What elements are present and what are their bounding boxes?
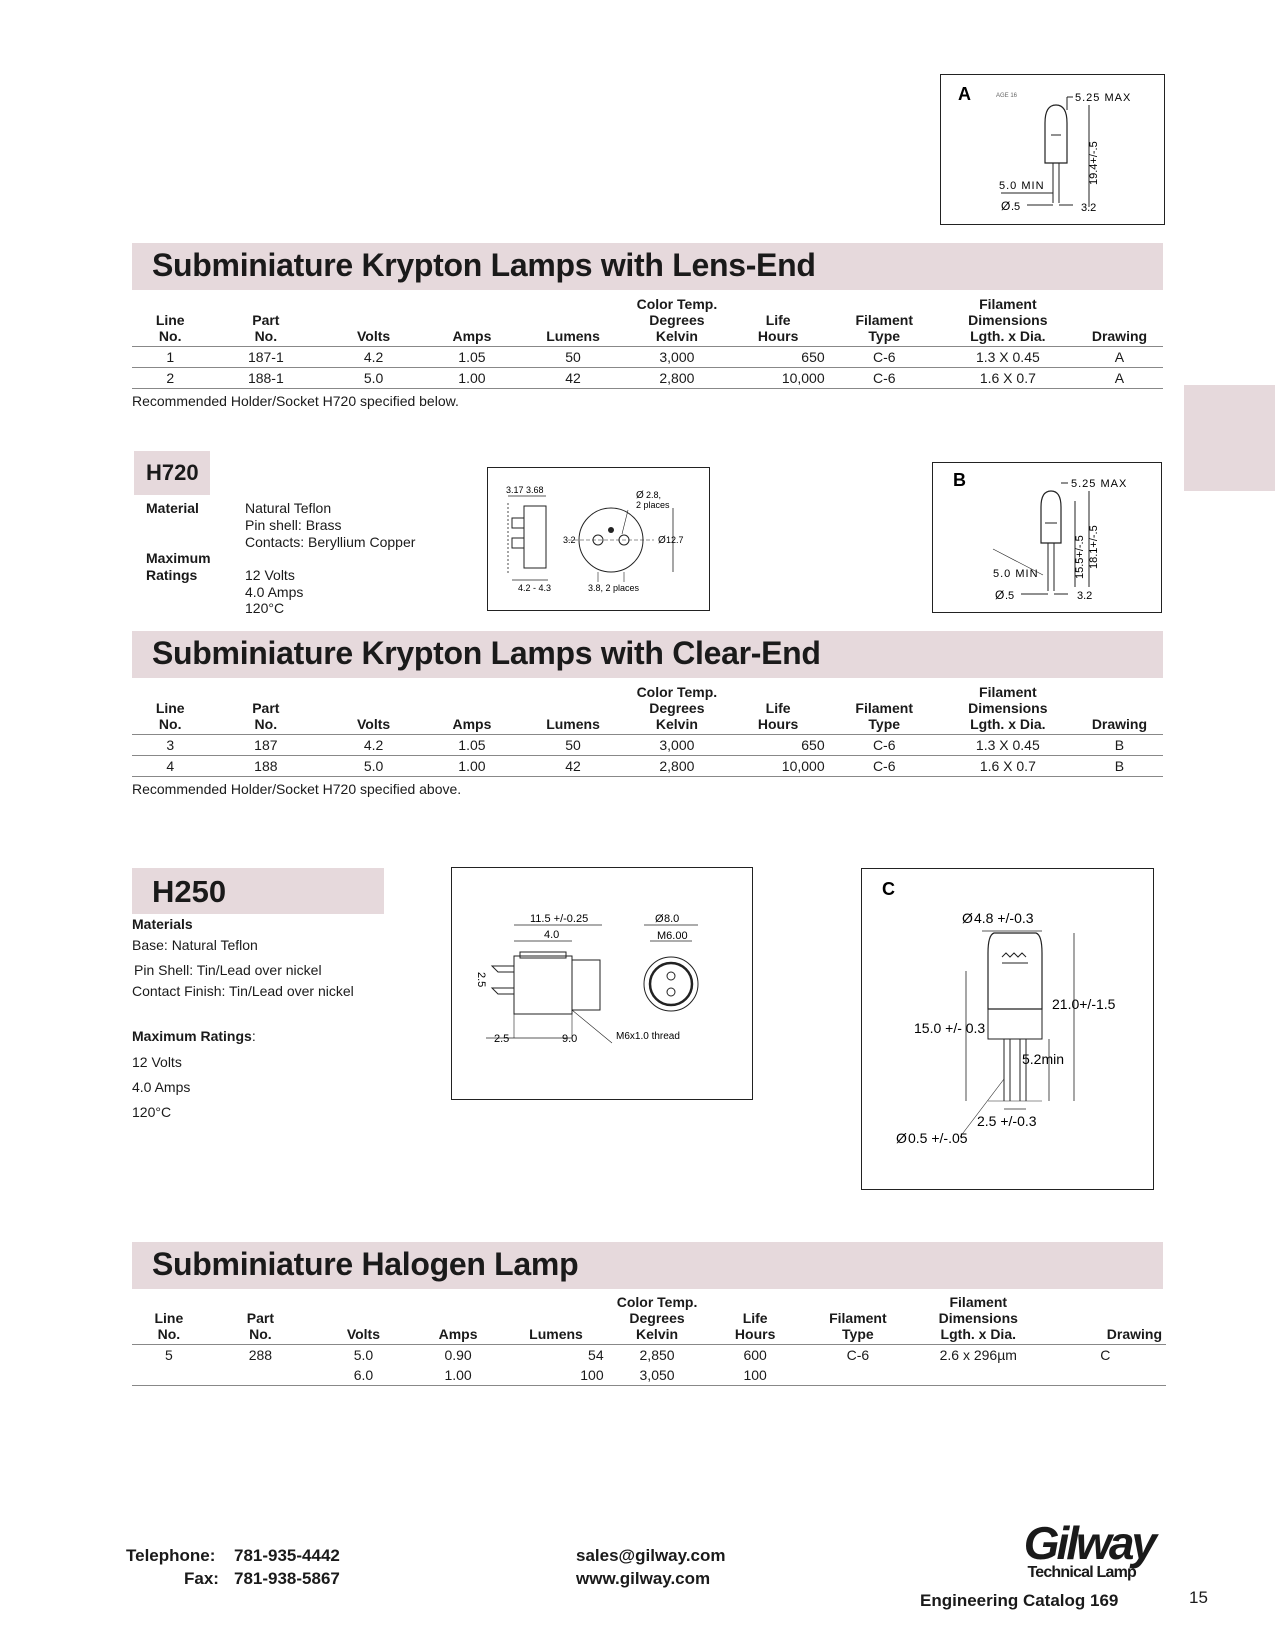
- cell: 2.6 x 296µm: [939, 1347, 1017, 1363]
- h250-ratings-colon: :: [251, 1028, 256, 1044]
- cell: 42: [520, 368, 626, 389]
- col-color: Color Temp. Degrees Kelvin: [626, 296, 727, 347]
- drawing-c-box: [861, 868, 1154, 1190]
- h720-material-2: Pin shell: Brass: [245, 517, 342, 533]
- h250-drawing-figure: [452, 868, 752, 1099]
- section2-note: Recommended Holder/Socket H720 specified above.: [132, 781, 462, 797]
- footer-contact-phone: [126, 1545, 386, 1595]
- cell: 1.3 X 0.45: [940, 347, 1076, 368]
- col-part: Part No.: [206, 1294, 315, 1345]
- col-line: Line No.: [132, 684, 208, 735]
- drawing-b-pin-spacing: 3.2: [1077, 590, 1093, 602]
- cell: [132, 1365, 206, 1386]
- cell: 4: [132, 756, 208, 777]
- cell: B: [1076, 756, 1163, 777]
- section3-table: [132, 1294, 1166, 1386]
- col-volts: Volts: [315, 1294, 412, 1345]
- drawing-b-letter: B: [953, 470, 966, 490]
- cell: C: [1100, 1347, 1111, 1363]
- cell: A: [1076, 347, 1163, 368]
- h250-dia: 8.0: [664, 913, 680, 925]
- h250-base: Base: Natural Teflon: [132, 937, 258, 953]
- section3-title-band: [132, 1242, 1163, 1289]
- h720-dia-symbol: Ø: [636, 490, 644, 501]
- drawing-b-pin-dia: .5: [1005, 590, 1015, 602]
- cell: 2: [132, 368, 208, 389]
- drawing-c-pin-spacing: 2.5 +/-0.3: [977, 1113, 1037, 1129]
- cell: 50: [520, 347, 626, 368]
- h250-materials-label: Materials: [132, 916, 193, 932]
- col-life: Life Hours: [728, 684, 829, 735]
- cell: 188-1: [208, 368, 323, 389]
- h250-drawing-box: [451, 867, 753, 1100]
- col-volts: Volts: [323, 296, 424, 347]
- h250-inner-len: 4.0: [544, 929, 560, 941]
- h720-material-3: Contacts: Beryllium Copper: [245, 534, 416, 550]
- h720-dia-places: 2 places: [636, 500, 670, 510]
- table-row: [132, 735, 1163, 756]
- table-row: [132, 347, 1163, 368]
- h720-label-band: [134, 451, 210, 495]
- section1-title: Subminiature Krypton Lamps with Lens-End: [152, 247, 816, 283]
- col-filament: Filament Type: [829, 296, 940, 347]
- table-header-row: [132, 1294, 1166, 1345]
- col-volts: Volts: [323, 684, 424, 735]
- drawing-c-figure: [862, 869, 1153, 1189]
- h720-outer-symbol: Ø: [658, 535, 666, 546]
- section2-title-band: [132, 631, 1163, 678]
- cell: 54: [588, 1347, 604, 1363]
- col-part: Part No.: [208, 684, 323, 735]
- cell: 5.0: [323, 368, 424, 389]
- table-header-row: [132, 296, 1163, 347]
- h250-rating-1: 12 Volts: [132, 1054, 182, 1070]
- cell: 5.0: [353, 1347, 374, 1363]
- h250-thread: M6x1.0 thread: [616, 1031, 680, 1042]
- cell: 1.05: [424, 347, 520, 368]
- col-line: Line No.: [132, 1294, 206, 1345]
- drawing-b-dia-symbol: Ø: [995, 588, 1005, 602]
- cell: 1.05: [424, 735, 520, 756]
- drawing-b-box: [932, 462, 1162, 613]
- cell: [912, 1365, 1045, 1386]
- fax-label: Fax:: [184, 1569, 219, 1588]
- col-filament: Filament Type: [804, 1294, 912, 1345]
- col-dims: Filament Dimensions Lgth. x Dia.: [940, 684, 1076, 735]
- cell: 1.3 X 0.45: [940, 735, 1076, 756]
- cell: 3,000: [626, 347, 727, 368]
- cell: 10,000: [728, 756, 829, 777]
- catalog-label: Engineering Catalog 169: [920, 1591, 1119, 1610]
- h250-specs: [132, 916, 432, 1126]
- col-lumens: Lumens: [520, 296, 626, 347]
- drawing-a-box: [940, 74, 1165, 225]
- section3-title: Subminiature Halogen Lamp: [152, 1246, 579, 1282]
- cell: 3,050: [608, 1365, 707, 1386]
- h720-rating-3: 120°C: [245, 600, 285, 616]
- cell: A: [1076, 368, 1163, 389]
- table-row: [132, 1365, 1166, 1386]
- section2-table: [132, 684, 1163, 777]
- drawing-c-body: 15.0 +/- 0.3: [914, 1020, 986, 1036]
- cell: [1045, 1365, 1166, 1386]
- table-header-row: [132, 684, 1163, 735]
- cell: C-6: [829, 347, 940, 368]
- edge-tab: [1184, 385, 1275, 491]
- col-dims: Filament Dimensions Lgth. x Dia.: [912, 1294, 1045, 1345]
- section1-title-band: [132, 243, 1163, 290]
- cell: 1.6 X 0.7: [940, 756, 1076, 777]
- drawing-a-figure: [941, 75, 1164, 224]
- drawing-c-pin-dia: 0.5 +/-.05: [908, 1130, 968, 1146]
- drawing-a-max: 5.25 MAX: [1075, 92, 1132, 104]
- gilway-logo: [994, 1517, 1154, 1584]
- drawing-b-length1: 15.5+/-.5: [1074, 535, 1086, 579]
- drawing-a-pin-dia: .5: [1011, 201, 1021, 213]
- tel-value: 781-935-4442: [234, 1546, 340, 1565]
- drawing-c-letter: C: [882, 879, 895, 899]
- h250-ratings-label: Maximum Ratings: [132, 1028, 252, 1044]
- cell: 5: [164, 1347, 173, 1363]
- h250-bottom-right: 9.0: [562, 1033, 578, 1045]
- section1-note: Recommended Holder/Socket H720 specified below.: [132, 393, 459, 409]
- col-color: Color Temp. Degrees Kelvin: [626, 684, 727, 735]
- cell: [206, 1365, 315, 1386]
- table-row: [132, 756, 1163, 777]
- drawing-a-dia-symbol: Ø: [1001, 199, 1011, 213]
- cell: 1.00: [412, 1365, 505, 1386]
- h720-rating-2: 4.0 Amps: [245, 584, 304, 600]
- drawing-c-dia: 4.8 +/-0.3: [974, 910, 1034, 926]
- drawing-b-length2: 18.1+/-.5: [1088, 525, 1100, 569]
- h250-top-len: 11.5 +/-0.25: [530, 913, 589, 925]
- h720-bottom-left: 4.2 - 4.3: [518, 583, 552, 593]
- cell: 187-1: [208, 347, 323, 368]
- cell: 4.2: [323, 347, 424, 368]
- email-link[interactable]: sales@gilway.com: [576, 1546, 726, 1565]
- cell: 1.00: [424, 756, 520, 777]
- drawing-b-figure: [933, 463, 1161, 612]
- col-color: Color Temp. Degrees Kelvin: [608, 1294, 707, 1345]
- h250-dia-symbol: Ø: [655, 913, 664, 925]
- col-amps: Amps: [424, 684, 520, 735]
- h720-specs: [146, 500, 466, 620]
- h250-label: H250: [152, 874, 227, 909]
- cell: 2,800: [626, 368, 727, 389]
- col-lumens: Lumens: [520, 684, 626, 735]
- h720-ratings-label-2: Ratings: [146, 567, 198, 583]
- fax-value: 781-938-5867: [234, 1569, 340, 1588]
- h250-ratings-heading: [132, 1028, 256, 1045]
- cell: 3,000: [626, 735, 727, 756]
- h720-material-1: Natural Teflon: [245, 500, 332, 516]
- cell: 50: [520, 735, 626, 756]
- drawing-a-min: 5.0 MIN: [999, 180, 1045, 192]
- cell: 2,800: [626, 756, 727, 777]
- h250-side: 2.5: [475, 972, 487, 988]
- h250-rating-2: 4.0 Amps: [132, 1079, 191, 1095]
- section1-table: [132, 296, 1163, 389]
- col-lumens: Lumens: [504, 1294, 607, 1345]
- h250-thread-label: M6.00: [657, 930, 688, 942]
- section2-title: Subminiature Krypton Lamps with Clear-End: [152, 635, 821, 671]
- h720-label: H720: [146, 460, 199, 485]
- drawing-b-max: 5.25 MAX: [1071, 478, 1128, 490]
- cell: 1.00: [424, 368, 520, 389]
- table-row: [132, 1345, 1166, 1366]
- h720-bottom-right: 3.8, 2 places: [588, 583, 640, 593]
- h720-rating-1: 12 Volts: [245, 567, 295, 583]
- drawing-c-pin-dia-symbol: Ø: [896, 1130, 907, 1146]
- drawing-c-dia-symbol: Ø: [962, 910, 973, 926]
- col-dims: Filament Dimensions Lgth. x Dia.: [940, 296, 1076, 347]
- table-row: [132, 368, 1163, 389]
- h720-drawing-figure: [488, 468, 709, 610]
- cell: 42: [520, 756, 626, 777]
- col-drawing: Drawing: [1076, 296, 1163, 347]
- drawing-a-letter: A: [958, 84, 971, 104]
- footer-contact-web: [576, 1545, 796, 1595]
- cell: [804, 1365, 912, 1386]
- cell: 187: [208, 735, 323, 756]
- cell: 100: [504, 1365, 607, 1386]
- h720-height: 3.2: [563, 535, 576, 545]
- h250-bottom-left: 2.5: [494, 1033, 510, 1045]
- h720-ratings-label-1: Maximum: [146, 550, 211, 566]
- cell: 100: [706, 1365, 803, 1386]
- cell: 600: [743, 1347, 767, 1363]
- cell: C-6: [846, 1347, 870, 1363]
- cell: 10,000: [728, 368, 829, 389]
- cell: C-6: [829, 368, 940, 389]
- cell: C-6: [829, 735, 940, 756]
- h720-drawing-box: [487, 467, 710, 611]
- h720-material-label: Material: [146, 500, 199, 516]
- h250-pin-shell: Pin Shell: Tin/Lead over nickel: [134, 962, 322, 978]
- h250-rating-3: 120°C: [132, 1104, 172, 1120]
- col-amps: Amps: [424, 296, 520, 347]
- cell: 1.6 X 0.7: [940, 368, 1076, 389]
- cell: 3: [132, 735, 208, 756]
- page-number: 15: [1189, 1588, 1208, 1607]
- cell: 0.90: [444, 1347, 472, 1363]
- cell: 650: [728, 347, 829, 368]
- cell: 288: [248, 1347, 273, 1363]
- cell: C-6: [829, 756, 940, 777]
- col-life: Life Hours: [706, 1294, 803, 1345]
- h250-label-band: [132, 868, 384, 914]
- col-life: Life Hours: [728, 296, 829, 347]
- col-drawing: Drawing: [1045, 1294, 1166, 1345]
- cell: 2,850: [639, 1347, 675, 1363]
- drawing-a-tiny-note: AGE 16: [996, 93, 1018, 99]
- cell: 5.0: [323, 756, 424, 777]
- col-filament: Filament Type: [829, 684, 940, 735]
- web-link[interactable]: www.gilway.com: [576, 1569, 711, 1588]
- col-drawing: Drawing: [1076, 684, 1163, 735]
- h250-contact: Contact Finish: Tin/Lead over nickel: [132, 983, 354, 999]
- logo-main: Gilway: [1023, 1517, 1154, 1569]
- cell: 4.2: [323, 735, 424, 756]
- cell: 6.0: [315, 1365, 412, 1386]
- cell: 1: [132, 347, 208, 368]
- col-line: Line No.: [132, 296, 208, 347]
- col-amps: Amps: [412, 1294, 505, 1345]
- cell: 188: [208, 756, 323, 777]
- col-part: Part No.: [208, 296, 323, 347]
- cell: 650: [728, 735, 829, 756]
- drawing-a-length: 19.4+/-.5: [1088, 141, 1100, 185]
- logo-sub: Technical Lamp: [1027, 1564, 1136, 1581]
- tel-label: Telephone:: [126, 1546, 216, 1565]
- cell: B: [1076, 735, 1163, 756]
- drawing-c-total: 21.0+/-1.5: [1052, 996, 1116, 1012]
- h720-outer: 12.7: [666, 535, 684, 545]
- drawing-a-pin-spacing: 3.2: [1081, 202, 1097, 214]
- h720-dia: 2.8,: [646, 490, 662, 500]
- drawing-b-min: 5.0 MIN: [993, 568, 1039, 580]
- h720-dims-top: 3.17 3.68: [506, 485, 544, 495]
- drawing-c-min: 5.2min: [1022, 1051, 1065, 1067]
